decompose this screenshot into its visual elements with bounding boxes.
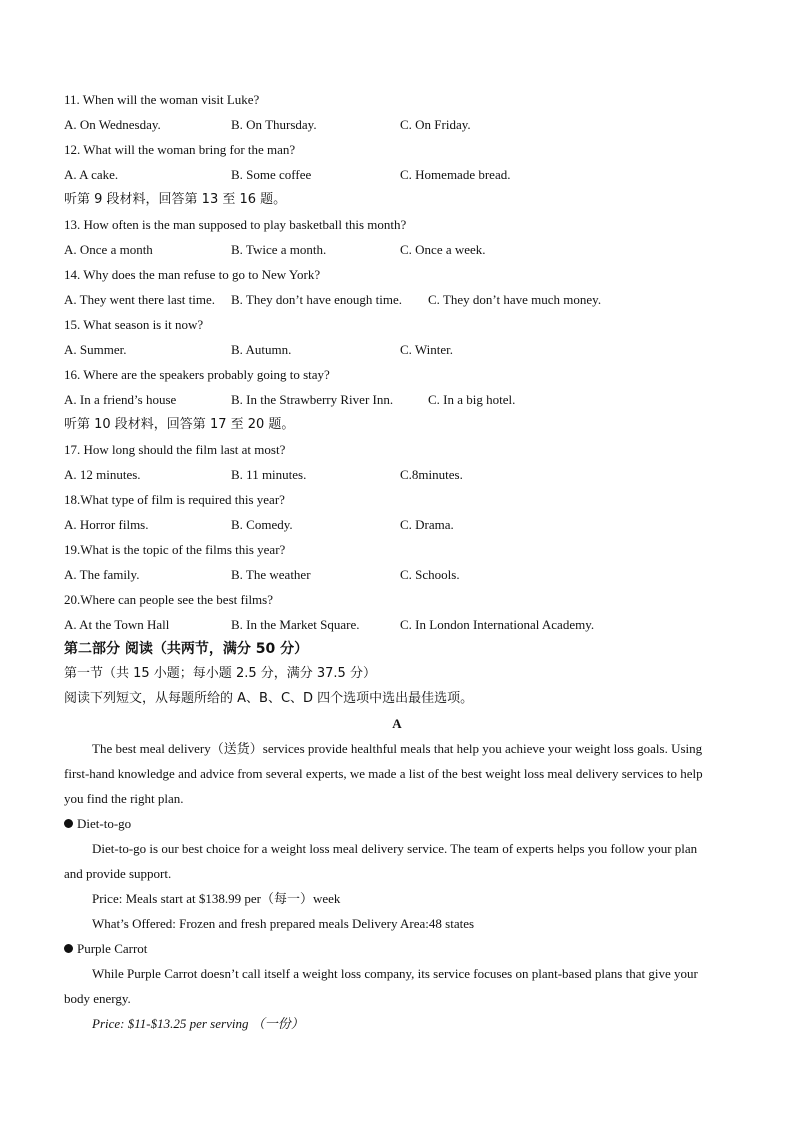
intro-paragraph: The best meal delivery（送货）services provide healthful meals that help you achieve your weight loss goals. Using first-hand knowledge and advice from several experts, we made a list of the best weight loss meal delivery services to help you find the right plan.	[64, 741, 703, 806]
question-13-option-c: C. Once a week.	[400, 242, 486, 257]
item2-price: Price: $11-$13.25 per serving （一份）	[92, 1016, 304, 1031]
question-13: 13. How often is the man supposed to play basketball this month?	[64, 217, 407, 232]
question-17-option-c: C.8minutes.	[400, 467, 463, 482]
question-12-option-b: B. Some coffee	[231, 167, 312, 182]
question-16-option-c: C. In a big hotel.	[428, 392, 516, 407]
item1-offered: What’s Offered: Frozen and fresh prepared meals Delivery Area:48 states	[92, 916, 475, 931]
question-14-option-c: C. They don’t have much money.	[428, 292, 602, 307]
part2-heading: 第二部分 阅读（共两节，满分 50 分）	[64, 641, 309, 657]
question-12-option-a: A. A cake.	[64, 167, 119, 182]
question-19-option-c: C. Schools.	[400, 567, 460, 582]
question-19-option-a: A. The family.	[64, 567, 140, 582]
question-11-option-a: A. On Wednesday.	[64, 117, 161, 132]
question-14-option-b: B. They don’t have enough time.	[231, 292, 403, 307]
question-11: 11. When will the woman visit Luke?	[64, 92, 260, 107]
question-17-option-b: B. 11 minutes.	[231, 467, 307, 482]
question-18-option-b: B. Comedy.	[231, 517, 293, 532]
question-14-option-a: A. They went there last time.	[64, 292, 216, 307]
item2-name: Purple Carrot	[77, 941, 148, 956]
item1-price: Price: Meals start at $138.99 per（每一）week	[92, 891, 341, 906]
question-12: 12. What will the woman bring for the man?	[64, 142, 296, 157]
question-18: 18.What type of film is required this year?	[64, 492, 285, 507]
question-15: 15. What season is it now?	[64, 317, 204, 332]
question-16-option-a: A. In a friend’s house	[64, 392, 177, 407]
question-14: 14. Why does the man refuse to go to New York?	[64, 267, 321, 282]
bullet-icon	[64, 819, 73, 828]
item1-name: Diet-to-go	[77, 816, 132, 831]
item2-description: While Purple Carrot doesn’t call itself a weight loss company, its service focuses on plant-based plans that give your body energy.	[64, 966, 698, 1006]
question-18-option-a: A. Horror films.	[64, 517, 149, 532]
question-17: 17. How long should the film last at most?	[64, 442, 286, 457]
listening-note-9: 听第 9 段材料，回答第 13 至 16 题。	[64, 192, 287, 207]
item2-heading	[64, 941, 147, 957]
question-13-option-a: A. Once a month	[64, 242, 153, 257]
question-15-option-c: C. Winter.	[400, 342, 454, 357]
question-13-option-b: B. Twice a month.	[231, 242, 327, 257]
question-17-option-a: A. 12 minutes.	[64, 467, 141, 482]
question-19: 19.What is the topic of the films this year?	[64, 542, 286, 557]
section1-heading: 第一节（共 15 小题；每小题 2.5 分，满分 37.5 分）	[64, 666, 376, 681]
question-15-option-b: B. Autumn.	[231, 342, 292, 357]
item1-description: Diet-to-go is our best choice for a weight loss meal delivery service. The team of experts helps you follow your plan and provide support.	[64, 841, 698, 881]
question-20: 20.Where can people see the best films?	[64, 592, 273, 607]
question-11-option-c: C. On Friday.	[400, 117, 471, 132]
bullet-icon	[64, 944, 73, 953]
question-18-option-c: C. Drama.	[400, 517, 454, 532]
listening-note-10: 听第 10 段材料，回答第 17 至 20 题。	[64, 417, 295, 432]
question-16: 16. Where are the speakers probably going to stay?	[64, 367, 330, 382]
question-20-option-a: A. At the Town Hall	[64, 617, 170, 632]
question-20-option-b: B. In the Market Square.	[231, 617, 360, 632]
question-11-option-b: B. On Thursday.	[231, 117, 317, 132]
item1-heading	[64, 816, 131, 832]
question-12-option-c: C. Homemade bread.	[400, 167, 511, 182]
passage-label: A	[392, 716, 402, 731]
question-20-option-c: C. In London International Academy.	[400, 617, 595, 632]
question-16-option-b: B. In the Strawberry River Inn.	[231, 392, 394, 407]
question-19-option-b: B. The weather	[231, 567, 311, 582]
reading-instruction: 阅读下列短文，从每题所给的 A、B、C、D 四个选项中选出最佳选项。	[64, 691, 474, 706]
question-15-option-a: A. Summer.	[64, 342, 127, 357]
